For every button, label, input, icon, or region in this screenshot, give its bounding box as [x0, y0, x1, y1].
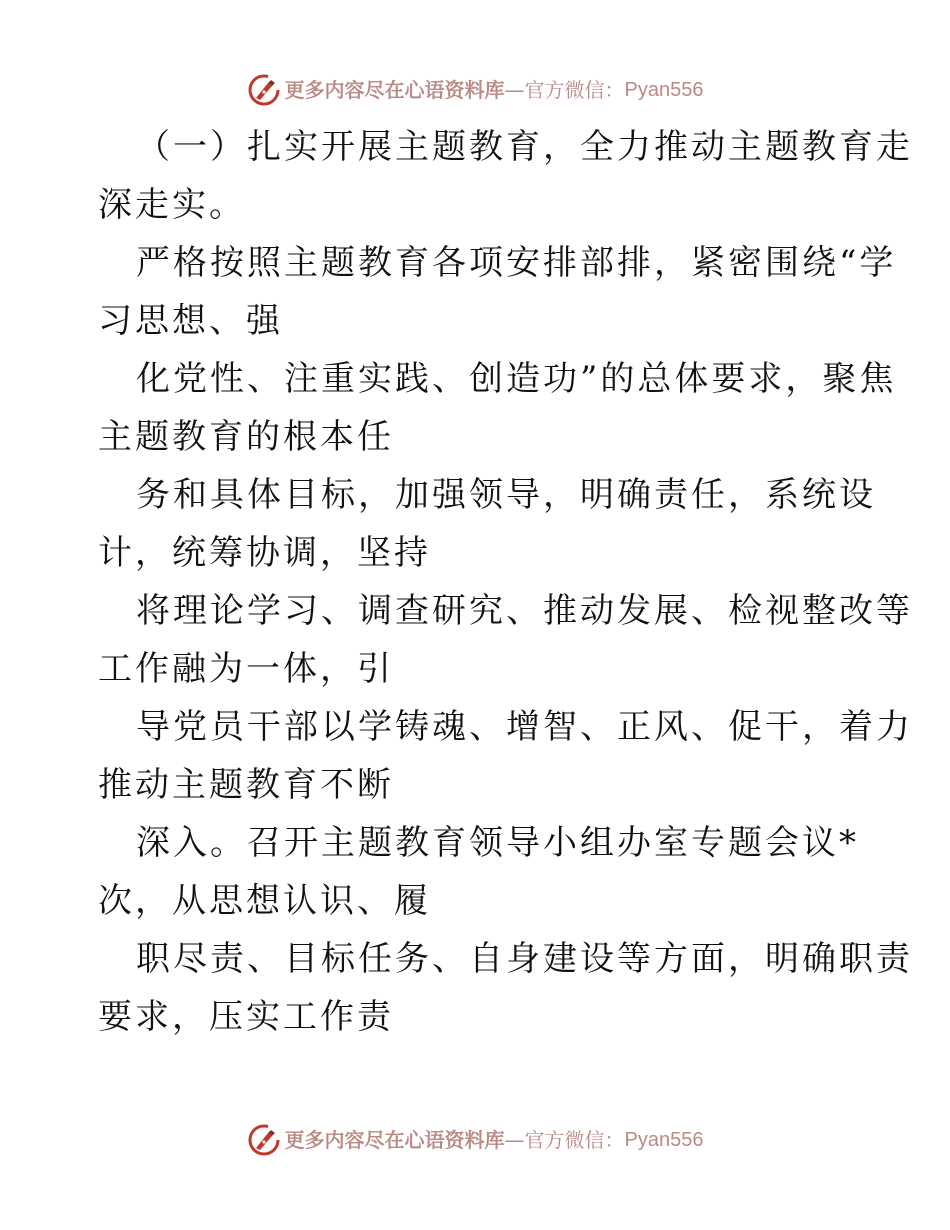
body-line: 习思想、强	[98, 301, 283, 341]
header-text	[285, 80, 704, 100]
body-line: 深入。召开主题教育领导小组办室专题会议*	[136, 823, 859, 863]
footer-wechat-label: 官方微信：	[524, 1128, 625, 1152]
footer-text	[285, 1130, 704, 1150]
header-brand: 更多内容尽在心语资料库	[284, 78, 505, 102]
body-line: 次，从思想认识、履	[98, 881, 431, 921]
body-line: 工作融为一体，引	[98, 649, 394, 689]
document-body	[98, 118, 913, 1046]
body-line: 务和具体目标，加强领导，明确责任，系统设	[136, 475, 876, 515]
body-line: 严格按照主题教育各项安排部排，紧密围绕“学	[136, 243, 897, 283]
body-line: 深走实。	[98, 185, 246, 225]
header-banner	[0, 70, 950, 110]
footer-wechat-id: Pyan556	[624, 1129, 704, 1151]
header-dash: —	[504, 78, 525, 102]
footer-brand: 更多内容尽在心语资料库	[284, 1128, 505, 1152]
body-line: 主题教育的根本任	[98, 417, 394, 457]
footer-banner	[0, 1120, 950, 1160]
header-wechat-label: 官方微信：	[524, 78, 625, 102]
header-wechat-id: Pyan556	[624, 79, 704, 101]
body-line: 将理论学习、调查研究、推动发展、检视整改等	[136, 591, 913, 631]
body-line: 职尽责、目标任务、自身建设等方面，明确职责	[136, 939, 913, 979]
body-line: 推动主题教育不断	[98, 765, 394, 805]
body-line: 导党员干部以学铸魂、增智、正风、促干，着力	[136, 707, 913, 747]
body-line: （一）扎实开展主题教育，全力推动主题教育走	[136, 127, 913, 167]
body-line: 要求，压实工作责	[98, 997, 394, 1037]
footer-dash: —	[504, 1128, 525, 1152]
body-line: 化党性、注重实践、创造功”的总体要求，聚焦	[136, 359, 897, 399]
pen-nib-logo-icon	[247, 1123, 281, 1157]
body-line: 计，统筹协调，坚持	[98, 533, 431, 573]
pen-nib-logo-icon	[247, 73, 281, 107]
